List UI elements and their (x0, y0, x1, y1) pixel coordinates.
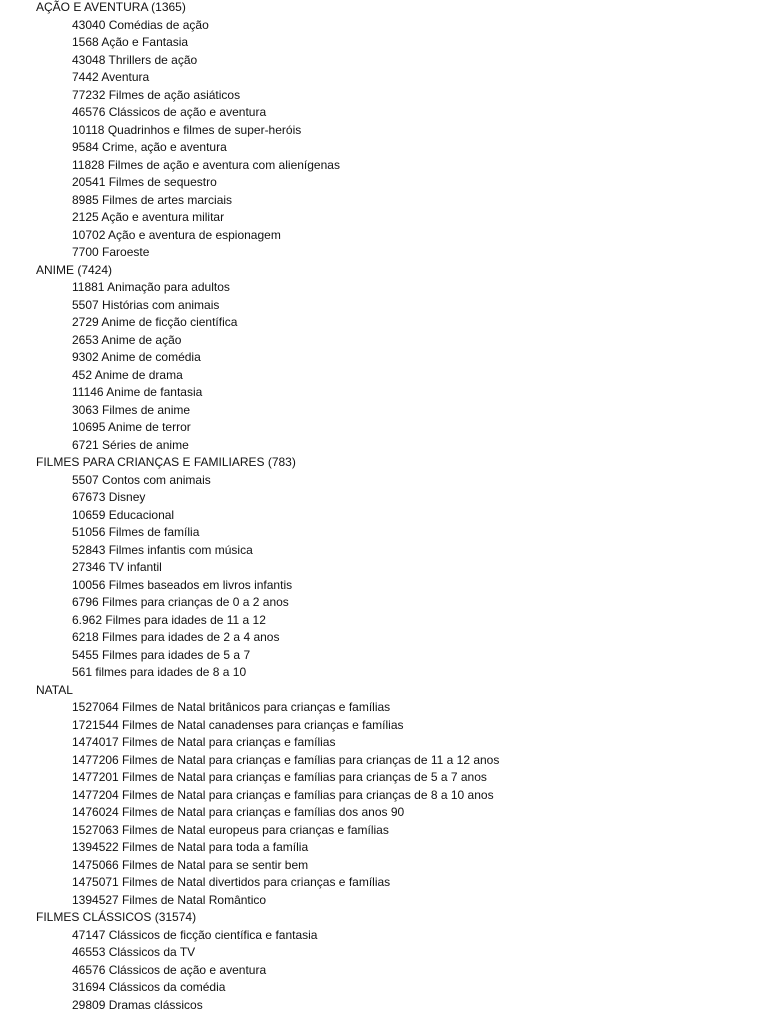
category-entry: 3063 Filmes de anime (72, 402, 191, 417)
category-entry: 1476024 Filmes de Natal para crianças e famílias dos anos 90 (72, 805, 405, 819)
category-entry: 5507 Contos com animais (72, 472, 211, 487)
category-entry: 1394522 Filmes de Natal para toda a família (72, 840, 309, 854)
category-entry: 1477204 Filmes de Natal para crianças e famílias para crianças de 8 a 10 anos (72, 787, 494, 802)
category-entry: 452 Anime de drama (72, 367, 183, 382)
category-section (36, 454, 756, 682)
category-entry: 6796 Filmes para crianças de 0 a 2 anos (72, 595, 289, 609)
category-entry: 10659 Educacional (72, 507, 175, 522)
category-section (36, 262, 756, 455)
category-entry: 20541 Filmes de sequestro (72, 175, 217, 189)
section-header: ANIME (7424) (36, 262, 113, 277)
category-entry: 1394527 Filmes de Natal Romântico (72, 892, 267, 907)
category-entry: 1475071 Filmes de Natal divertidos para crianças e famílias (72, 875, 391, 889)
category-entry: 1527064 Filmes de Natal britânicos para crianças e famílias (72, 700, 391, 714)
category-entry: 10695 Anime de terror (72, 420, 191, 434)
category-entry: 6.962 Filmes para idades de 11 a 12 (72, 612, 266, 627)
category-entry: 7442 Aventura (72, 70, 150, 84)
category-entry: 77232 Filmes de ação asiáticos (72, 87, 241, 102)
category-entry: 31694 Clássicos da comédia (72, 980, 226, 994)
category-entry: 2125 Ação e aventura militar (72, 210, 225, 224)
category-entry: 46576 Clássicos de ação e aventura (72, 962, 267, 977)
category-entry: 10702 Ação e aventura de espionagem (72, 227, 281, 242)
category-entry: 10056 Filmes baseados em livros infantis (72, 577, 293, 592)
section-header: FILMES PARA CRIANÇAS E FAMILIARES (783) (36, 455, 296, 469)
section-header: AÇÃO E AVENTURA (1365) (36, 0, 186, 14)
category-entry: 11146 Anime de fantasia (72, 385, 203, 399)
section-header: NATAL (36, 682, 73, 697)
category-entry: 67673 Disney (72, 490, 146, 504)
category-entry: 27346 TV infantil (72, 560, 162, 574)
category-list (36, 0, 756, 1014)
category-entry: 1474017 Filmes de Natal para crianças e famílias (72, 735, 336, 749)
category-entry: 561 filmes para idades de 8 a 10 (72, 665, 247, 679)
category-entry: 52843 Filmes infantis com música (72, 542, 253, 557)
category-section (36, 0, 756, 262)
category-entry: 6218 Filmes para idades de 2 a 4 anos (72, 630, 280, 644)
category-entry: 51056 Filmes de família (72, 525, 200, 539)
category-entry: 1527063 Filmes de Natal europeus para crianças e famílias (72, 822, 389, 837)
category-entry: 6721 Séries de anime (72, 437, 189, 452)
category-entry: 47147 Clássicos de ficção científica e fantasia (72, 927, 318, 942)
category-entry: 1477206 Filmes de Natal para crianças e famílias para crianças de 11 a 12 anos (72, 752, 500, 767)
category-entry: 43048 Thrillers de ação (72, 52, 198, 67)
section-header: FILMES CLÁSSICOS (31574) (36, 910, 197, 924)
category-section (36, 682, 756, 910)
category-entry: 2729 Anime de ficção científica (72, 315, 238, 329)
category-entry: 29809 Dramas clássicos (72, 997, 203, 1012)
category-entry: 11881 Animação para adultos (72, 280, 230, 294)
category-entry: 9584 Crime, ação e aventura (72, 140, 227, 154)
category-entry: 1475066 Filmes de Natal para se sentir bem (72, 857, 309, 872)
category-entry: 10118 Quadrinhos e filmes de super-heróis (72, 122, 302, 137)
category-entry: 8985 Filmes de artes marciais (72, 192, 233, 207)
category-entry: 9302 Anime de comédia (72, 350, 201, 364)
category-entry: 5507 Histórias com animais (72, 297, 220, 312)
category-entry: 43040 Comédias de ação (72, 17, 209, 32)
category-entry: 46576 Clássicos de ação e aventura (72, 105, 267, 119)
category-entry: 1721544 Filmes de Natal canadenses para crianças e famílias (72, 717, 404, 732)
category-entry: 1477201 Filmes de Natal para crianças e famílias para crianças de 5 a 7 anos (72, 770, 487, 784)
category-entry: 46553 Clássicos da TV (72, 945, 196, 959)
category-section (36, 909, 756, 1014)
category-entry: 1568 Ação e Fantasia (72, 35, 189, 49)
category-entry: 5455 Filmes para idades de 5 a 7 (72, 647, 251, 662)
category-entry: 7700 Faroeste (72, 245, 150, 259)
category-entry: 2653 Anime de ação (72, 332, 182, 347)
category-entry: 11828 Filmes de ação e aventura com alienígenas (72, 157, 340, 172)
